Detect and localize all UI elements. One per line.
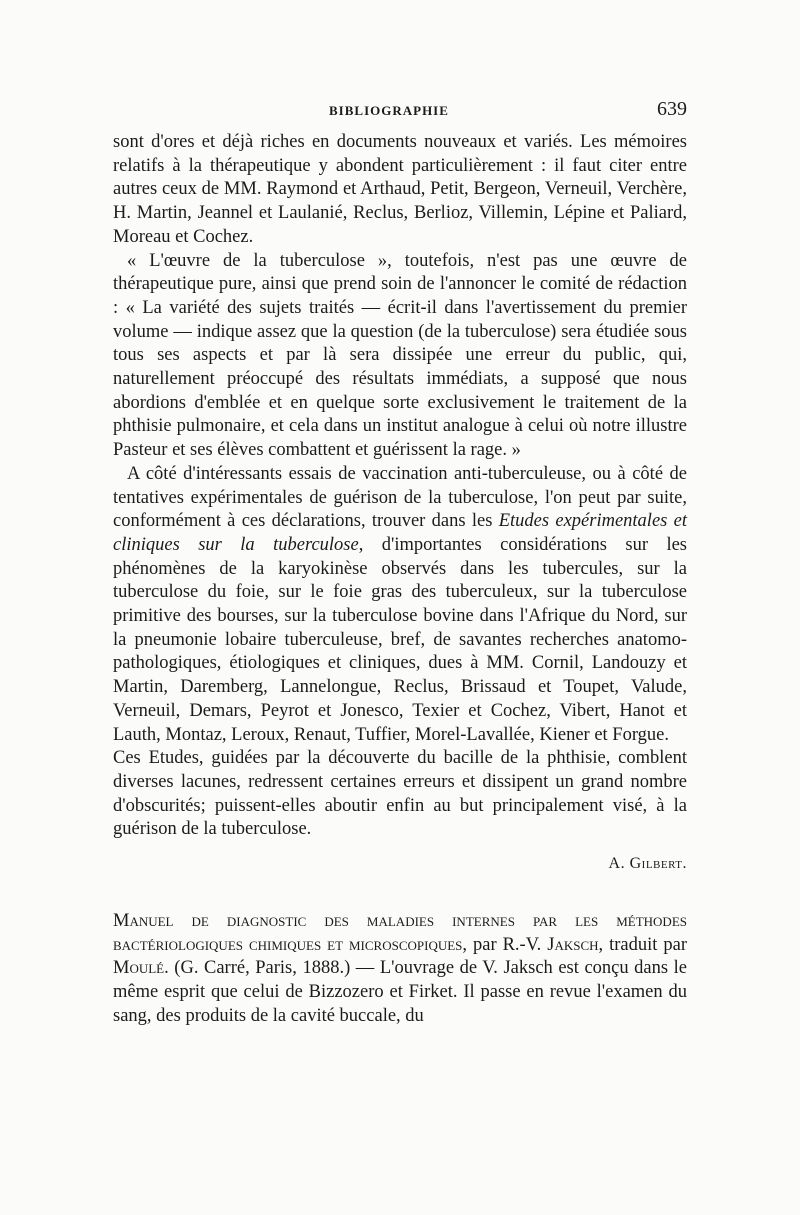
paragraph-therapeutics: sont d'ores et déjà riches en documents nouveaux et variés. Les mémoires relatifs à la thérapeutique y abondent particulièrement : il faut citer entre autres ceux de MM. Raymond et Arthaud, Petit, Bergeon, Verneuil, Verchère, H. Martin, Jeannel et Laulanié, Reclus, Berlioz, Villemin, Lépine et Paliard, Moreau et Cochez. <box>113 132 687 247</box>
review-author: Jaksch <box>547 934 599 955</box>
review-signature: A. Gilbert. <box>608 855 687 873</box>
paragraph-studies <box>113 463 687 747</box>
studies-list: , d'importantes considérations sur les phénomènes de la karyokinèse observés dans les tubercules, sur la tuberculose du foie, sur le foie gras des tuberculeux, sur la tuberculose primitive des bourses, sur la tuberculose bovine dans l'Afrique du Nord, sur la pneumonie lobaire tuberculeuse, bref, de savantes recherches anatomo-pathologiques, étiologiques et cliniques, dues à MM. Cornil, Landouzy et Martin, Daremberg, Lannelongue, Reclus, Brissaud et Toupet, Valude, Verneuil, Demars, Peyrot et Jonesco, Texier et Cochez, Vibert, Hanot et Lauth, Montaz, Leroux, Renaut, Tuffier, Morel-Lavallée, Kiener et Forgue. <box>113 534 687 745</box>
studies-title: Etudes expérimentales et cliniques sur la tuberculose <box>113 511 688 555</box>
review-author-prefix: , par R.-V. <box>462 934 548 955</box>
paragraph-committee-quote: « L'œuvre de la tuberculose », toutefois, n'est pas une œuvre de thérapeutique pure, ainsi que prend soin de l'annoncer le comité de rédaction : « La variété des sujets traités — écrit-il dans l'avertissement du premier volume — indique assez que la question (de la tuberculose) sera étudiée sous tous ses aspects et par là sera dissipée une erreur du public, qui, naturellement préoccupé des résultats immédiats, a supposé que nous abordions d'emblée et en quelque sorte exclusivement le traitement de la phthisie pulmonaire, et cela dans un institut analogue à celui où notre illustre Pasteur et ses élèves combattent et guérissent la rage. » <box>113 250 687 461</box>
review-book-title: Manuel de diagnostic des maladies internes par les méthodes bactériologiques chimiques et microscopiques <box>113 910 687 955</box>
review-body: . (G. Carré, Paris, 1888.) — L'ouvrage de V. Jaksch est conçu dans le même esprit que celui de Bizzozero et Firket. Il passe en revue l'examen du sang, des produits de la cavité buccale, du <box>113 958 687 1026</box>
paragraph-conclusion: Ces Etudes, guidées par la découverte du bacille de la phthisie, comblent diverses lacunes, redressent certaines erreurs et dissipent un grand nombre d'obscurités; puissent-elles aboutir enfin au but principalement visé, à la guérison de la tuberculose. <box>113 748 687 840</box>
review-translator-prefix: , traduit par <box>598 934 687 955</box>
body-text <box>113 131 687 1028</box>
studies-intro: A côté d'intéressants essais de vaccination anti-tuberculeuse, ou à côté de tentatives expérimentales de guérison de la tuberculose, l'on peut par suite, conformément à ces déclarations, trouver dans les <box>113 463 687 532</box>
page-number: 639 <box>657 98 687 120</box>
page-header <box>113 95 687 129</box>
review-translator: Moulé <box>113 958 165 979</box>
running-head: BIBLIOGRAPHIE <box>329 103 449 118</box>
paragraph-next-review <box>113 910 687 1029</box>
